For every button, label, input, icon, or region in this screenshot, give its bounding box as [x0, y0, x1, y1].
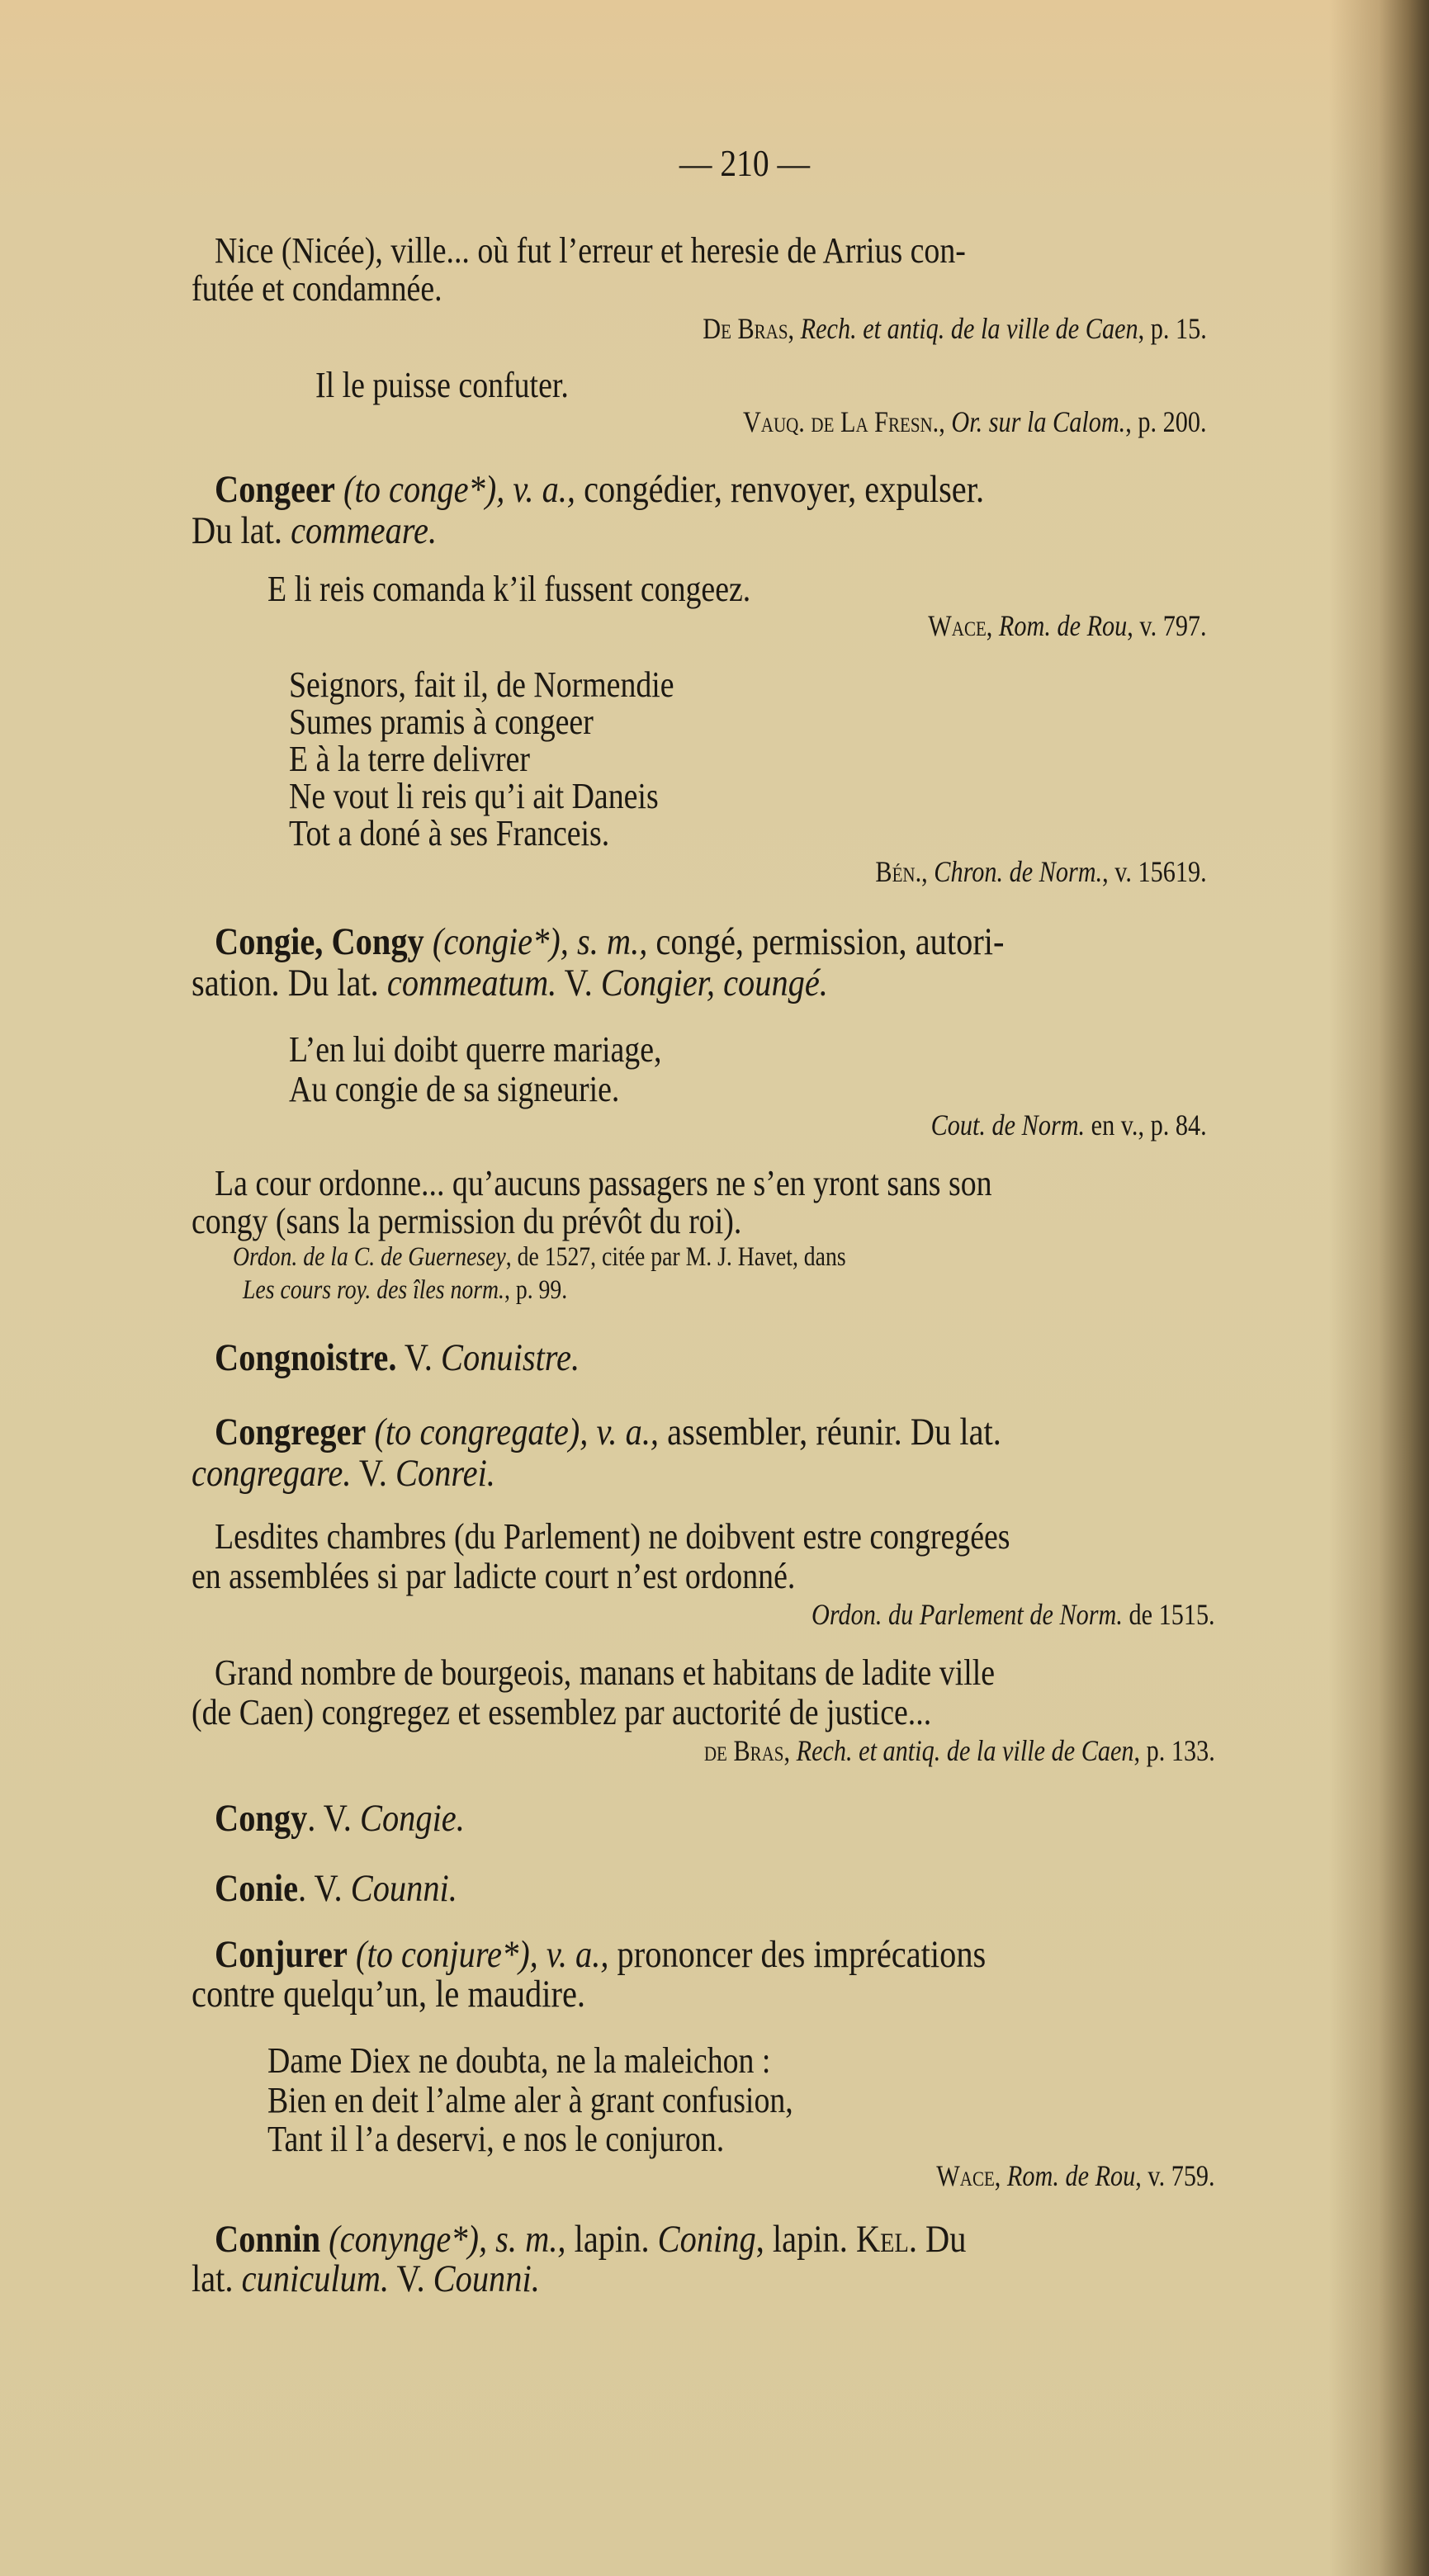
see-also: V. — [556, 962, 601, 1004]
text: sation. Du lat. — [192, 962, 387, 1004]
citation-author: Wace — [928, 609, 987, 642]
poem-line: E à la terre delivrer — [289, 739, 531, 779]
page-number: — 210 — — [679, 142, 811, 184]
citation — [931, 1110, 1207, 1140]
citation: Wace, Rom. de Rou, v. 759. — [936, 2159, 1215, 2192]
latin-root: congregare. — [192, 1452, 352, 1495]
definition: assembler, réunir. Du lat. — [659, 1411, 1001, 1453]
poem-line: Bien en deit l’alme aler à grant confusion, — [267, 2080, 793, 2120]
citation — [812, 1600, 1215, 1629]
headword: Congie, Congy — [215, 920, 424, 963]
citation-loc: , p. 133. — [1133, 1734, 1215, 1767]
citation-loc: en v., p. 84. — [1085, 1108, 1207, 1141]
entry-text: (de Caen) congregez et essemblez par auctorité de justice... — [192, 1692, 932, 1732]
citation-work: Cout. de Norm. — [930, 1108, 1086, 1141]
definition: congédier, renvoyer, expulser. — [575, 468, 985, 511]
latin-root: commeatum. — [386, 962, 557, 1004]
entry-text: Grand nombre de bourgeois, manans et habitans de ladite ville — [215, 1652, 996, 1693]
citation: Wace, Rom. de Rou, v. 797. — [928, 609, 1207, 642]
citation-author: Wace — [936, 2159, 996, 2192]
citation-loc: , de 1527, citée par M. J. Havet, dans — [505, 1242, 846, 1272]
see-also: . V. — [307, 1797, 360, 1840]
see-also: V. — [396, 1336, 442, 1379]
see-also-target: Counni. — [350, 1867, 457, 1910]
entry-text — [192, 964, 828, 1003]
entry-text — [192, 1454, 495, 1493]
headword: Connin — [215, 2218, 321, 2261]
etymology: (to conge*) — [343, 468, 497, 511]
citation-loc: de 1515. — [1123, 1598, 1215, 1631]
entry-text: Nice (Nicée), ville... où fut l’erreur et heresie de Arrius con- — [215, 230, 966, 271]
part-of-speech: , v. a., — [496, 468, 576, 511]
etymology: (to conjure*) — [356, 1933, 530, 1976]
poem-line: Tot a doné à ses Franceis. — [289, 813, 610, 853]
definition: , lapin. — [755, 2218, 856, 2261]
citation-author: de Bras — [704, 1734, 784, 1767]
definition: lapin. — [565, 2218, 658, 2261]
entry-text: congy (sans la permission du prévôt du roi). — [192, 1201, 742, 1241]
see-also-target: Conuistre. — [441, 1336, 580, 1379]
part-of-speech: , v. a., — [580, 1411, 660, 1453]
entry-congeer — [215, 470, 984, 509]
citation-loc: , p. 15. — [1138, 312, 1207, 345]
poem-line: Tant il l’a deservi, e nos le conjuron. — [267, 2119, 725, 2159]
see-also-target: Congie. — [359, 1797, 465, 1840]
see-also: V. — [351, 1452, 396, 1495]
headword: Congreger — [215, 1411, 367, 1453]
citation: Vauq. de La Fresn., Or. sur la Calom., p. 200. — [743, 405, 1207, 438]
headword: Congy — [215, 1797, 308, 1840]
part-of-speech: , v. a., — [529, 1933, 609, 1976]
part-of-speech: , s. m., — [560, 920, 648, 963]
citation-author: Vauq. de La Fresn. — [743, 405, 939, 438]
latin-root: commeare. — [291, 509, 438, 552]
see-also: V. — [389, 2257, 433, 2300]
definition: prononcer des imprécations — [608, 1933, 987, 1976]
entry-text — [192, 2257, 540, 2300]
source-abbr: Kel — [855, 2218, 909, 2261]
entry-conjurer — [215, 1933, 987, 1976]
citation-work: Or. sur la Calom. — [951, 405, 1126, 438]
quote-text: E li reis comanda k’il fussent congeez. — [267, 569, 751, 609]
entry-text: futée et condamnée. — [192, 268, 442, 309]
citation: Bén., Chron. de Norm., v. 15619. — [875, 855, 1207, 888]
citation-loc: , v. 759. — [1135, 2159, 1215, 2192]
poem-line: Au congie de sa signeurie. — [289, 1069, 620, 1109]
entry-congy — [215, 1799, 465, 1838]
definition: congé, permission, autori- — [647, 920, 1005, 963]
citation-work: Ordon. de la C. de Guernesey — [233, 1242, 506, 1272]
citation-work: Ordon. du Parlement de Norm. — [812, 1598, 1124, 1631]
part-of-speech: , s. m., — [478, 2218, 566, 2261]
entry-text — [192, 509, 438, 552]
entry-congreger — [215, 1413, 1001, 1452]
poem-line: Seignors, fait il, de Normendie — [289, 664, 674, 705]
citation-work: Chron. de Norm. — [934, 855, 1103, 888]
see-also: . V. — [298, 1867, 351, 1910]
entry-text: contre quelqu’un, le maudire. — [192, 1973, 586, 2016]
citation-author: Bén. — [875, 855, 922, 888]
etymology-prefix: Du lat. — [192, 509, 291, 552]
poem-line: L’en lui doibt querre mariage, — [289, 1029, 662, 1070]
citation-work: Rom. de Rou — [1007, 2159, 1136, 2192]
see-also-target: Congier, coungé. — [600, 962, 828, 1004]
see-also-target: Conrei. — [395, 1452, 495, 1495]
headword: Conie — [215, 1867, 299, 1910]
citation — [233, 1244, 846, 1271]
citation: De Bras, Rech. et antiq. de la ville de Caen, p. 15. — [703, 312, 1207, 345]
citation-work: Rom. de Rou — [999, 609, 1128, 642]
citation-work: Rech. et antiq. de la ville de Caen — [800, 312, 1138, 345]
citation: de Bras, Rech. et antiq. de la ville de Caen, p. 133. — [704, 1734, 1215, 1767]
entry-text: Lesdites chambres (du Parlement) ne doibvent estre congregées — [215, 1516, 1010, 1557]
english-word: Coning — [657, 2218, 756, 2261]
citation-author: De Bras — [703, 312, 788, 345]
etymology: (congie*) — [432, 920, 561, 963]
entry-connin — [215, 2220, 966, 2259]
citation-loc: , v. 797. — [1127, 609, 1207, 642]
entry-congie — [215, 920, 1005, 963]
etymology: (to congregate) — [374, 1411, 580, 1453]
citation-loc: , p. 200. — [1125, 405, 1207, 438]
text: lat. — [192, 2257, 242, 2300]
entry-conie — [215, 1869, 457, 1908]
citation-loc: , v. 15619. — [1102, 855, 1207, 888]
citation-work: Rech. et antiq. de la ville de Caen — [796, 1734, 1134, 1767]
headword: Congnoistre. — [215, 1336, 397, 1379]
entry-congnoistre — [215, 1336, 580, 1379]
poem-line: Sumes pramis à congeer — [289, 702, 594, 742]
entry-text: La cour ordonne... qu’aucuns passagers ne s’en yront sans son — [215, 1163, 992, 1203]
definition: . Du — [908, 2218, 967, 2261]
quote-text: Il le puisse confuter. — [315, 365, 569, 405]
citation-loc: , p. 99. — [504, 1275, 568, 1305]
poem-line: Dame Diex ne doubta, ne la maleichon : — [267, 2040, 771, 2081]
latin-root: cuniculum. — [241, 2257, 390, 2300]
etymology: (conynge*) — [329, 2218, 479, 2261]
headword: Conjurer — [215, 1933, 348, 1976]
headword: Congeer — [215, 468, 335, 511]
see-also-target: Counni. — [433, 2257, 540, 2300]
citation-work: Les cours roy. des îles norm. — [243, 1275, 504, 1305]
poem-line: Ne vout li reis qu’i ait Daneis — [289, 776, 659, 816]
citation — [243, 1277, 567, 1304]
entry-text: en assemblées si par ladicte court n’est ordonné. — [192, 1556, 796, 1596]
